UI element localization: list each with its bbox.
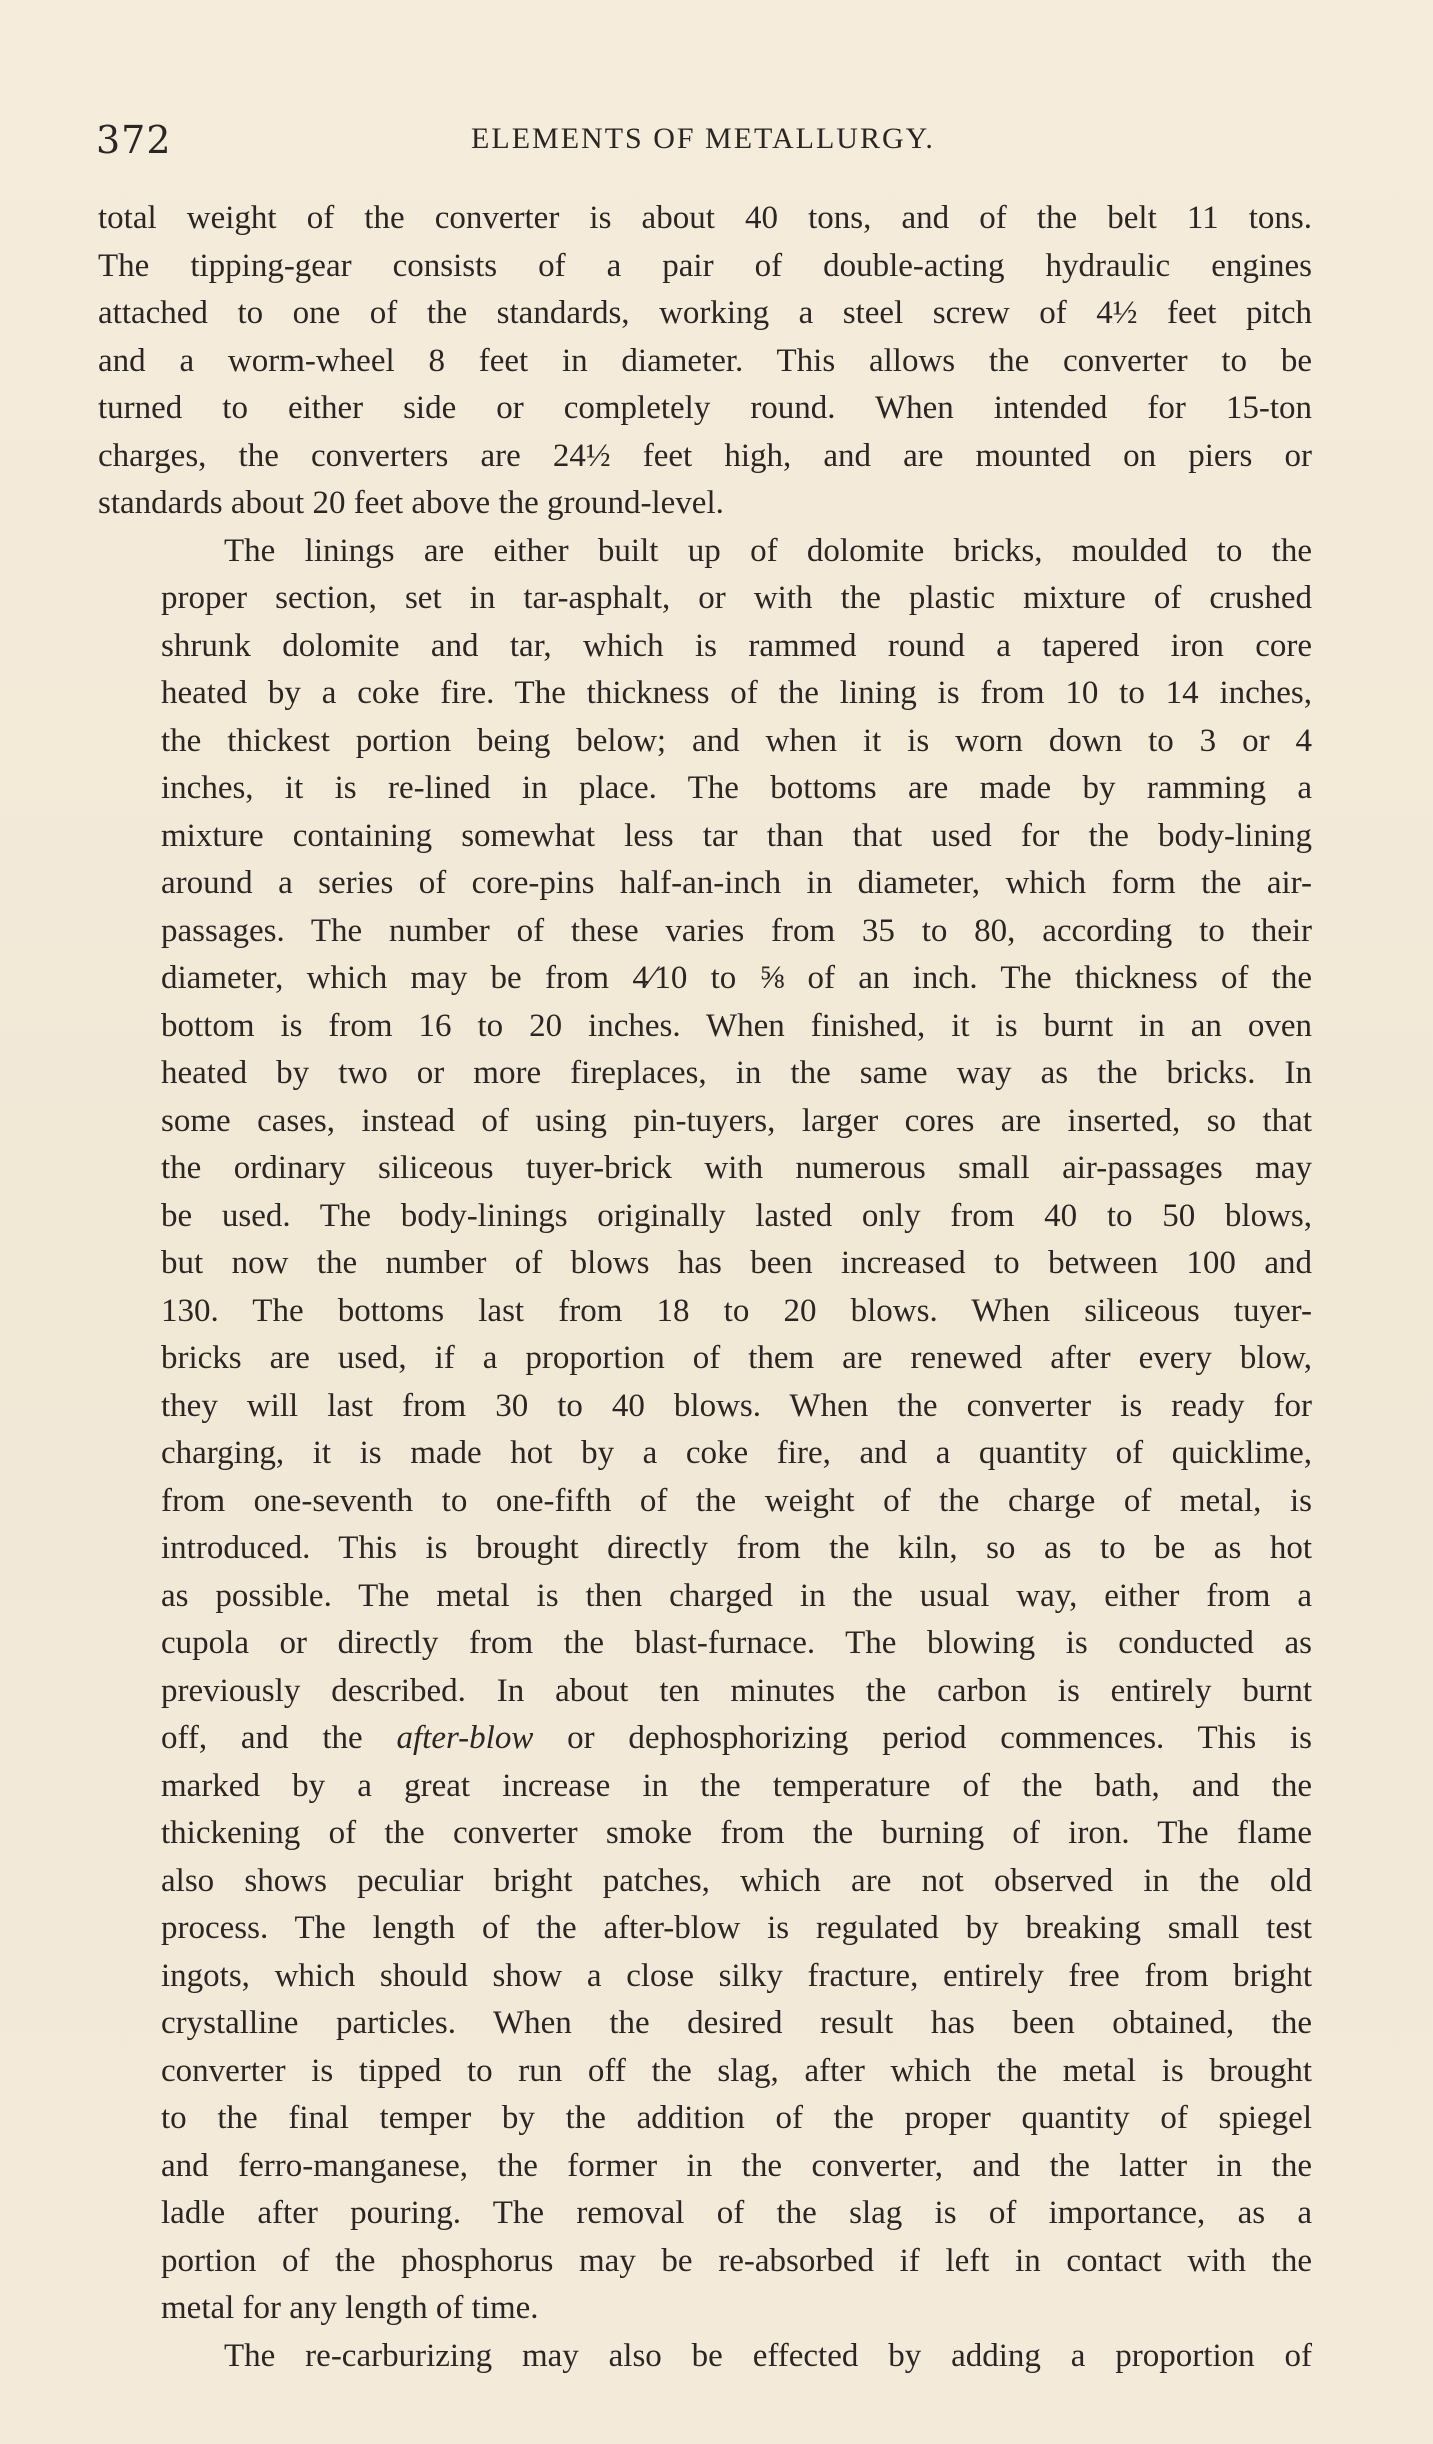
text-line: proper section, set in tar-asphalt, or with the plastic mixture of crushed	[161, 580, 1312, 616]
text-line: passages. The number of these varies from 35 to 80, according to their	[161, 912, 1312, 949]
text-line: process. The length of the after-blow is regulated by breaking small test	[161, 1910, 1312, 1946]
text-line: off, and the after-blow or dephosphorizing period commences. This is	[161, 1720, 1312, 1756]
text-line: introduced. This is brought directly from the kiln, so as to be as hot	[161, 1530, 1312, 1566]
text-line: crystalline particles. When the desired result has been obtained, the	[161, 2005, 1312, 2041]
text-line: some cases, instead of using pin-tuyers, larger cores are inserted, so that	[161, 1102, 1312, 1139]
text-line: the ordinary siliceous tuyer-brick with numerous small air-passages may	[161, 1150, 1312, 1186]
text-line: shrunk dolomite and tar, which is rammed round a tapered iron core	[161, 627, 1312, 664]
text-line: and a worm-wheel 8 feet in diameter. This allows the converter to be	[98, 342, 1312, 379]
text-line: but now the number of blows has been increased to between 100 and	[161, 1245, 1312, 1281]
page-header	[96, 118, 1310, 174]
text-line: 130. The bottoms last from 18 to 20 blows. When siliceous tuyer-	[161, 1292, 1312, 1329]
text-line: charges, the converters are 24½ feet high, and are mounted on piers or	[98, 437, 1312, 474]
text-line: also shows peculiar bright patches, which are not observed in the old	[161, 1862, 1312, 1899]
text-line: inches, it is re-lined in place. The bottoms are made by ramming a	[161, 770, 1312, 806]
text-line: converter is tipped to run off the slag, after which the metal is brought	[161, 2052, 1312, 2089]
text-line: The re-carburizing may also be effected by adding a proportion of	[224, 2337, 1312, 2374]
text-line: turned to either side or completely round. When intended for 15-ton	[98, 390, 1312, 426]
emphasized-term: after-blow	[396, 1720, 534, 1756]
text-line: standards about 20 feet above the ground-level.	[98, 485, 724, 521]
text-line: cupola or directly from the blast-furnace. The blowing is conducted as	[161, 1625, 1312, 1661]
text-line: be used. The body-linings originally lasted only from 40 to 50 blows,	[161, 1197, 1312, 1234]
body-text	[98, 195, 1312, 2380]
text-line: charging, it is made hot by a coke fire, and a quantity of quicklime,	[161, 1435, 1312, 1471]
text-line: marked by a great increase in the temperature of the bath, and the	[161, 1767, 1312, 1804]
text-line: bricks are used, if a proportion of them are renewed after every blow,	[161, 1340, 1312, 1376]
text-line: and ferro-manganese, the former in the converter, and the latter in the	[161, 2147, 1312, 2184]
text-line: as possible. The metal is then charged in the usual way, either from a	[161, 1577, 1312, 1614]
text-line: metal for any length of time.	[161, 2290, 539, 2326]
text-line: portion of the phosphorus may be re-absorbed if left in contact with the	[161, 2242, 1312, 2279]
page-number: 372	[96, 118, 172, 162]
paragraph	[98, 528, 1312, 2333]
text-line: diameter, which may be from 4⁄10 to ⅝ of an inch. The thickness of the	[161, 960, 1312, 996]
text-line: heated by a coke fire. The thickness of the lining is from 10 to 14 inches,	[161, 675, 1312, 711]
text-line: around a series of core-pins half-an-inch in diameter, which form the air-	[161, 865, 1312, 901]
text-line: The linings are either built up of dolomite bricks, moulded to the	[224, 532, 1312, 569]
text-line: they will last from 30 to 40 blows. When the converter is ready for	[161, 1387, 1312, 1424]
text-line: previously described. In about ten minutes the carbon is entirely burnt	[161, 1672, 1312, 1709]
text-line: thickening of the converter smoke from the burning of iron. The flame	[161, 1815, 1312, 1851]
text-line: to the final temper by the addition of the proper quantity of spiegel	[161, 2100, 1312, 2136]
text-line: the thickest portion being below; and when it is worn down to 3 or 4	[161, 722, 1312, 759]
running-head: ELEMENTS OF METALLURGY.	[471, 122, 935, 155]
paragraph	[98, 2333, 1312, 2381]
text-line: heated by two or more fireplaces, in the same way as the bricks. In	[161, 1055, 1312, 1091]
text-line: bottom is from 16 to 20 inches. When finished, it is burnt in an oven	[161, 1007, 1312, 1044]
text-line: ingots, which should show a close silky fracture, entirely free from bright	[161, 1957, 1312, 1994]
paragraph	[98, 195, 1312, 528]
text-line: ladle after pouring. The removal of the slag is of importance, as a	[161, 2195, 1312, 2231]
text-line: The tipping-gear consists of a pair of double-acting hydraulic engines	[98, 247, 1312, 284]
text-line: total weight of the converter is about 40 tons, and of the belt 11 tons.	[98, 200, 1312, 236]
text-line: from one-seventh to one-fifth of the weight of the charge of metal, is	[161, 1482, 1312, 1519]
text-line: mixture containing somewhat less tar than that used for the body-lining	[161, 817, 1312, 854]
text-line: attached to one of the standards, working a steel screw of 4½ feet pitch	[98, 295, 1312, 331]
